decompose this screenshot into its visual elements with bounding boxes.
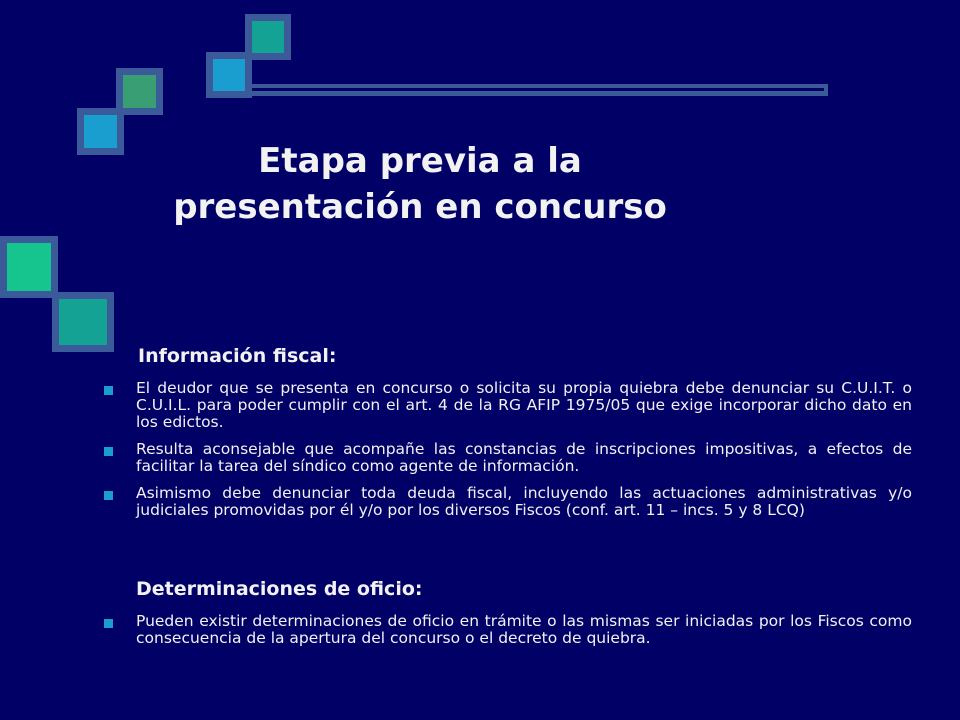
bullet-text: El deudor que se presenta en concurso o solicita su propia quiebra debe denunciar su C.U.I.T. o C.U.I.L. para poder cumplir con el art. 4 de la RG AFIP 1975/05 que exige incorporar dicho dato en los edictos. [136, 379, 912, 431]
bullet-square-icon [104, 386, 113, 395]
section-heading-determinaciones: Determinaciones de oficio: [136, 578, 423, 600]
bullet-text: Asimismo debe denunciar toda deuda fiscal, incluyendo las actuaciones administrativas y/o judiciales promovidas por él y/o por los diversos Fiscos (conf. art. 11 – incs. 5 y 8 LCQ) [136, 484, 912, 519]
bullet-item [136, 380, 912, 431]
decorative-square [206, 52, 252, 98]
decorative-square [52, 292, 114, 352]
bullet-square-icon [104, 491, 113, 500]
bullet-item [136, 613, 912, 647]
bullet-text: Pueden existir determinaciones de oficio en trámite o las mismas ser iniciadas por los Fiscos como consecuencia de la apertura del concurso o el decreto de quiebra. [136, 612, 912, 647]
bullet-item [136, 441, 912, 475]
decorative-rule [252, 84, 828, 96]
title-line-2: presentación en concurso [173, 187, 667, 227]
slide-title [110, 138, 730, 230]
title-line-1: Etapa previa a la [258, 141, 582, 181]
bullet-list-determinaciones [0, 613, 960, 657]
bullet-text: Resulta aconsejable que acompañe las constancias de inscripciones impositivas, a efectos de facilitar la tarea del síndico como agente de información. [136, 440, 912, 475]
bullet-square-icon [104, 447, 113, 456]
section-heading-fiscal: Información fiscal: [138, 345, 337, 367]
bullet-list-fiscal [0, 380, 960, 529]
bullet-item [136, 485, 912, 519]
decorative-square [0, 236, 58, 298]
bullet-square-icon [104, 619, 113, 628]
